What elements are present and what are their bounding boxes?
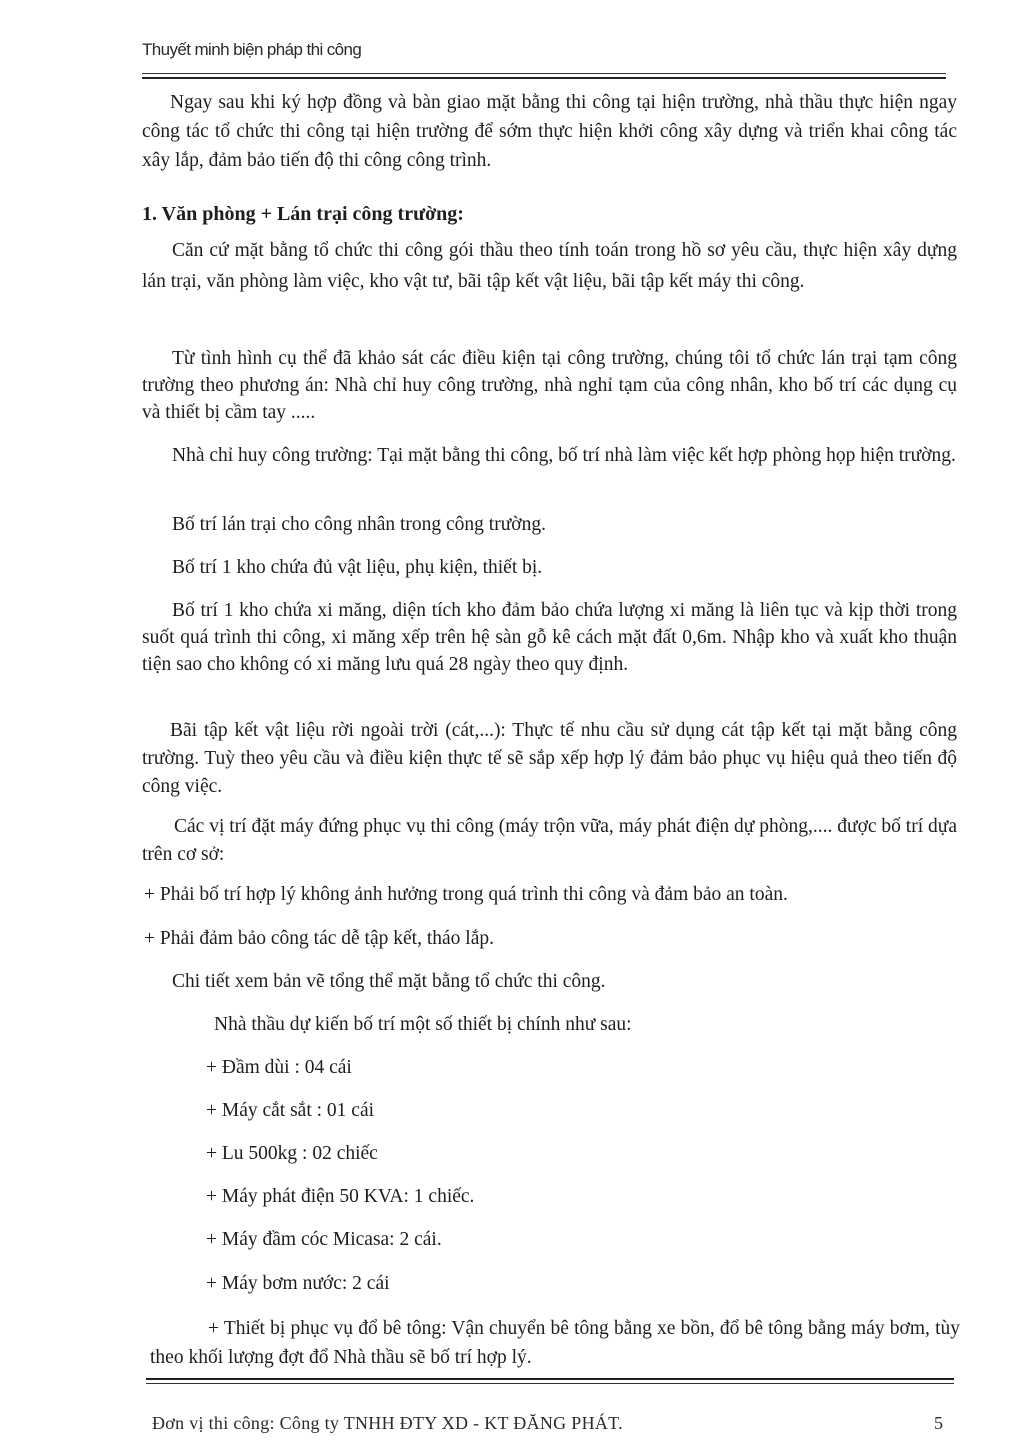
bullet-easy-assembly: + Phải đảm bảo công tác dễ tập kết, tháo lắp. bbox=[144, 928, 494, 949]
paragraph-camp-plan: Từ tình hình cụ thể đã khảo sát các điều kiện tại công trường, chúng tôi tổ chức lán trại tạm công trường theo phương án: Nhà chỉ huy công trường, nhà nghỉ tạm của công nhân, kho bố trí các dụng cụ và thiết bị cầm tay ..... bbox=[142, 348, 957, 423]
paragraph-equipment-intro: Nhà thầu dự kiến bố trí một số thiết bị chính như sau: bbox=[214, 1014, 632, 1035]
section-heading: 1. Văn phòng + Lán trại công trường: bbox=[142, 203, 464, 225]
header-title: Thuyết minh biện pháp thi công bbox=[142, 40, 362, 59]
intro-paragraph: Ngay sau khi ký hợp đồng và bàn giao mặt bằng thi công tại hiện trường, nhà thầu thực hiện ngay công tác tổ chức thi công tại hiện trường để sớm thực hiện khởi công xây dựng và triển khai công tác xây lắp, đảm bảo tiến độ thi công công trình. bbox=[142, 92, 957, 171]
header-rule-bottom bbox=[142, 77, 946, 79]
equipment-item: + Máy đầm cóc Micasa: 2 cái. bbox=[206, 1229, 442, 1250]
paragraph-material-store: Bố trí 1 kho chứa đủ vật liệu, phụ kiện, thiết bị. bbox=[172, 557, 543, 578]
equipment-item: + Đầm dùi : 04 cái bbox=[206, 1057, 352, 1078]
paragraph-machine-positions: Các vị trí đặt máy đứng phục vụ thi công (máy trộn vữa, máy phát điện dự phòng,.... được bố trí dựa trên cơ sở: bbox=[142, 816, 957, 865]
footer-rule-top bbox=[146, 1378, 954, 1380]
equipment-item: + Máy cắt sắt : 01 cái bbox=[206, 1100, 375, 1121]
page-number: 5 bbox=[934, 1413, 943, 1433]
paragraph-site-plan: Căn cứ mặt bằng tổ chức thi công gói thầu theo tính toán trong hồ sơ yêu cầu, thực hiện xây dựng lán trại, văn phòng làm việc, kho vật tư, bãi tập kết vật liệu, bãi tập kết máy thi công. bbox=[142, 240, 957, 292]
equipment-item: + Lu 500kg : 02 chiếc bbox=[206, 1143, 378, 1164]
equipment-item: + Máy phát điện 50 KVA: 1 chiếc. bbox=[206, 1186, 475, 1207]
bullet-reasonable-layout: + Phải bố trí hợp lý không ảnh hưởng trong quá trình thi công và đảm bảo an toàn. bbox=[144, 884, 788, 905]
paragraph-worker-camp: Bố trí lán trại cho công nhân trong công trường. bbox=[172, 514, 546, 535]
paragraph-see-drawing: Chi tiết xem bản vẽ tổng thể mặt bằng tổ chức thi công. bbox=[172, 971, 606, 992]
equipment-item: + Máy bơm nước: 2 cái bbox=[206, 1273, 390, 1294]
paragraph-cement-store: Bố trí 1 kho chứa xi măng, diện tích kho đảm bảo chứa lượng xi măng là liên tục và kịp thời trong suốt quá trình thi công, xi măng xếp trên hệ sàn gỗ kê cách mặt đất 0,6m. Nhập kho và xuất kho thuận tiện sao cho không có xi măng lưu quá 28 ngày theo quy định. bbox=[142, 600, 957, 675]
footer-contractor: Đơn vị thi công: Công ty TNHH ĐTY XD - KT ĐĂNG PHÁT. bbox=[152, 1413, 623, 1433]
header-rule-top bbox=[142, 73, 946, 74]
footer-rule-bottom bbox=[146, 1383, 954, 1384]
paragraph-concrete-equipment: + Thiết bị phục vụ đổ bê tông: Vận chuyển bê tông bằng xe bồn, đổ bê tông bằng máy bơm, tùy theo khối lượng đợt đổ Nhà thầu sẽ bố trí hợp lý. bbox=[150, 1318, 960, 1368]
paragraph-outdoor-yard: Bãi tập kết vật liệu rời ngoài trời (cát,...): Thực tế nhu cầu sử dụng cát tập kết tại mặt bằng công trường. Tuỳ theo yêu cầu và điều kiện thực tế sẽ sắp xếp hợp lý đảm bảo phục vụ hiệu quả theo tiến độ công việc. bbox=[142, 720, 957, 797]
paragraph-command-house: Nhà chỉ huy công trường: Tại mặt bằng thi công, bố trí nhà làm việc kết hợp phòng họp hiện trường. bbox=[172, 445, 956, 466]
